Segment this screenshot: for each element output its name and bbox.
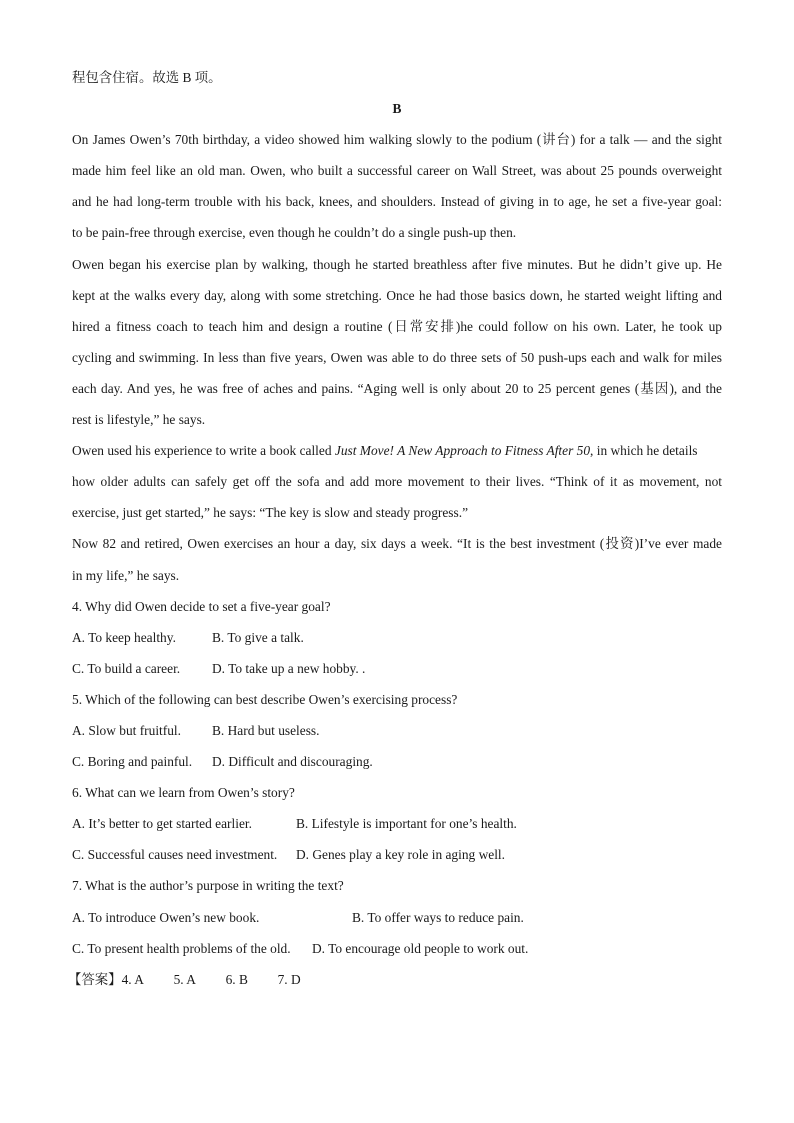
option-row xyxy=(72,839,722,870)
question-stem: 4. Why did Owen decide to set a five-year goal? xyxy=(72,598,331,614)
passage-line: how older adults can safely get off the sofa and add more movement to their lives. “Think of it as movement, not xyxy=(72,474,722,490)
option: A. To introduce Owen’s new book. xyxy=(72,909,260,925)
option: C. Boring and painful. xyxy=(72,754,193,770)
passage-line: to be pain-free through exercise, even though he couldn’t do a single push-up then. xyxy=(72,225,517,241)
section-label: B xyxy=(392,101,402,117)
passage-line: kept at the walks every day, along with some stretching. Once he had those basics down, he started weight lifting and xyxy=(72,287,722,303)
passage-line: exercise, just get started,” he says: “The key is slow and steady progress.” xyxy=(72,505,469,521)
option: C. Successful causes need investment. xyxy=(72,847,278,863)
passage-text: Owen used his experience to write a book called xyxy=(72,443,335,459)
option-row xyxy=(72,715,722,746)
intro-line: 程包含住宿。故选 B 项。 xyxy=(72,70,222,85)
question-stem: 5. Which of the following can best describe Owen’s exercising process? xyxy=(72,691,458,707)
answer-item: 7. D xyxy=(277,971,301,987)
option-row xyxy=(72,653,722,684)
book-title: Just Move! A New Approach to Fitness After 50 xyxy=(334,443,591,459)
answer-item: 5. A xyxy=(173,971,196,987)
passage-line: On James Owen’s 70th birthday, a video showed him walking slowly to the podium (讲台) for a talk — and the sight xyxy=(72,132,722,148)
passage-line: Owen began his exercise plan by walking, though he started breathless after five minutes. But he didn’t give up. He xyxy=(72,256,722,272)
option: D. To encourage old people to work out. xyxy=(312,940,529,956)
passage-line: each day. And yes, he was free of aches and pains. “Aging well is only about 20 to 25 percent genes (基因), and the xyxy=(72,380,722,396)
option: A. Slow but fruitful. xyxy=(72,722,181,738)
passage-line xyxy=(72,435,722,466)
option: C. To build a career. xyxy=(72,660,181,676)
passage-line: made him feel like an old man. Owen, who built a successful career on Wall Street, was about 25 pounds overweight xyxy=(72,163,722,179)
option-row xyxy=(72,933,722,964)
question-stem: 7. What is the author’s purpose in writing the text? xyxy=(72,878,344,894)
passage-text: , in which he details xyxy=(590,443,698,459)
option: D. Genes play a key role in aging well. xyxy=(296,847,505,863)
answer-line xyxy=(68,964,722,995)
option: B. Lifestyle is important for one’s health. xyxy=(296,816,517,832)
option: C. To present health problems of the old. xyxy=(72,940,291,956)
passage-line: hired a fitness coach to teach him and design a routine (日常安排)he could follow on his own. Later, he took up xyxy=(72,318,722,334)
questions xyxy=(72,591,722,964)
passage-line: rest is lifestyle,” he says. xyxy=(72,412,206,428)
option: D. To take up a new hobby. . xyxy=(212,660,366,676)
document-page xyxy=(68,62,722,995)
answer-item: 4. A xyxy=(121,971,144,987)
option: A. It’s better to get started earlier. xyxy=(72,816,252,832)
option: D. Difficult and discouraging. xyxy=(212,754,373,770)
option-row xyxy=(72,902,722,933)
question-stem: 6. What can we learn from Owen’s story? xyxy=(72,785,295,801)
answer-label: 【答案】 xyxy=(68,971,122,987)
option-row xyxy=(72,622,722,653)
option-row xyxy=(72,746,722,777)
passage xyxy=(72,124,722,590)
option: B. Hard but useless. xyxy=(212,722,320,738)
passage-line: and he had long-term trouble with his back, knees, and shoulders. Instead of giving in to age, he set a five-year goal: xyxy=(72,194,722,210)
passage-line: in my life,” he says. xyxy=(72,567,180,583)
passage-line: cycling and swimming. In less than five years, Owen was able to do three sets of 50 push-ups each and walk for miles xyxy=(72,349,722,365)
option-row xyxy=(72,808,722,839)
option: A. To keep healthy. xyxy=(72,629,176,645)
option: B. To offer ways to reduce pain. xyxy=(352,909,524,925)
answer-item: 6. B xyxy=(225,971,248,987)
passage-line: Now 82 and retired, Owen exercises an hour a day, six days a week. “It is the best investment (投资)I’ve ever made xyxy=(72,536,722,552)
option: B. To give a talk. xyxy=(212,629,304,645)
